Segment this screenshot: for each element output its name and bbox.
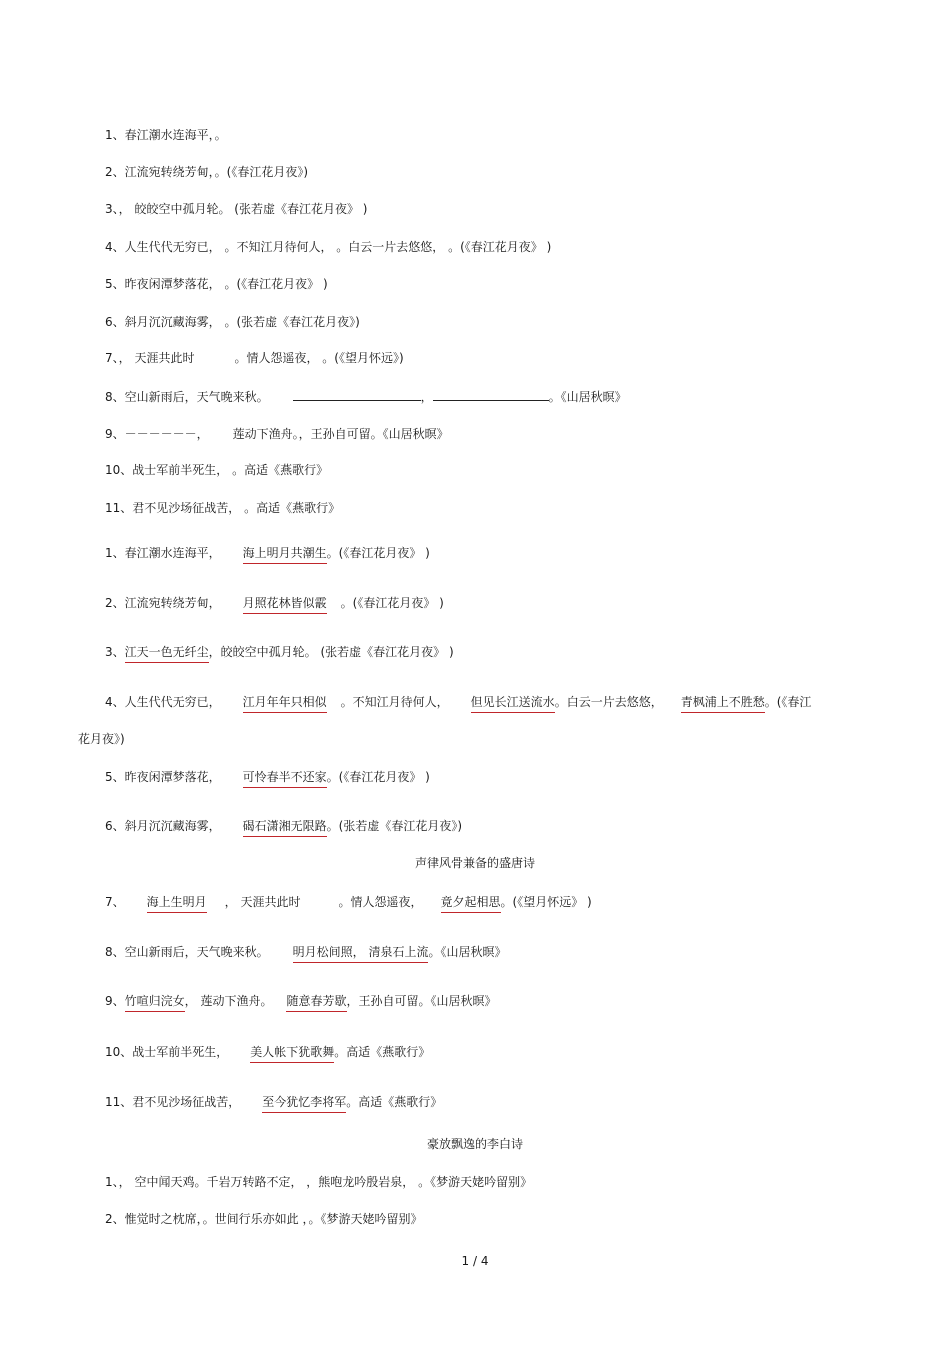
answer-fill: 江月年年只相似 — [243, 694, 327, 713]
question-5: 5、昨夜闲潭梦落花， 。(《春江花月夜》 ) — [105, 277, 328, 291]
question-3: 3、， 皎皎空中孤月轮。 (张若虚《春江花月夜》 ) — [105, 202, 368, 216]
answer-fill: 至今犹忆李将军 — [262, 1094, 346, 1113]
answer-4-continued: 花月夜》) — [78, 732, 125, 746]
answer-fill: 青枫浦上不胜愁 — [681, 694, 765, 713]
answer-fill: 江天一色无纤尘 — [125, 644, 209, 663]
answer-8: 8、空山新雨后，天气晚来秋。 明月松间照， 清泉石上流。《山居秋暝》 — [105, 944, 506, 963]
answer-10: 10、战士军前半死生， 美人帐下犹歌舞。高适《燕歌行》 — [105, 1044, 430, 1063]
answer-9: 9、竹喧归浣女， 莲动下渔舟。 随意春芳歇，王孙自可留。《山居秋暝》 — [105, 993, 497, 1012]
answer-fill: 但见长江送流水 — [471, 694, 555, 713]
libai-question-2: 2、惟觉时之枕席，。世间行乐亦如此 ，。《梦游天姥吟留别》 — [105, 1212, 423, 1226]
question-10: 10、战士军前半死生， 。高适《燕歌行》 — [105, 463, 329, 477]
answer-11: 11、君不见沙场征战苦， 至今犹忆李将军。高适《燕歌行》 — [105, 1094, 442, 1113]
question-7: 7、， 天涯共此时 。情人怨遥夜， 。(《望月怀远》) — [105, 351, 404, 365]
answer-fill: 可怜春半不还家 — [243, 769, 327, 788]
answer-4: 4、人生代代无穷已， 江月年年只相似 。不知江月待何人， 但见长江送流水。白云一片去悠悠， 青枫浦上不胜愁。(《春江 — [105, 694, 811, 713]
section-heading-libai: 豪放飘逸的李白诗 — [426, 1137, 523, 1151]
answer-fill: 海上生明月 — [147, 894, 207, 913]
answer-fill: 竟夕起相思 — [441, 894, 501, 913]
answer-fill: 美人帐下犹歌舞 — [250, 1044, 334, 1063]
section-heading-tang: 声律风骨兼备的盛唐诗 — [414, 856, 535, 870]
answer-1: 1、春江潮水连海平， 海上明月共潮生。(《春江花月夜》 ) — [105, 545, 430, 564]
answer-fill: 竹喧归浣女 — [125, 993, 185, 1012]
answer-5: 5、昨夜闲潭梦落花， 可怜春半不还家。(《春江花月夜》 ) — [105, 769, 430, 788]
answer-fill: 随意春芳歇 — [286, 993, 346, 1012]
page-number: 1 / 4 — [461, 1254, 489, 1268]
question-6: 6、斜月沉沉藏海雾， 。(张若虚《春江花月夜》) — [105, 315, 360, 329]
question-8: 8、空山新雨后，天气晚来秋。 ， 。《山居秋暝》 — [105, 390, 627, 404]
answer-fill: 月照花林皆似霰 — [243, 595, 327, 614]
answer-fill: 明月松间照， 清泉石上流 — [293, 944, 429, 963]
answer-2: 2、江流宛转绕芳甸， 月照花林皆似霰 。(《春江花月夜》 ) — [105, 595, 444, 614]
question-9: 9、－－－－－－， 莲动下渔舟。，王孙自可留。《山居秋暝》 — [105, 427, 449, 441]
answer-fill: 碣石潇湘无限路 — [243, 818, 327, 837]
question-4: 4、人生代代无穷已， 。不知江月待何人， 。白云一片去悠悠， 。(《春江花月夜》 ) — [105, 240, 552, 254]
answer-7: 7、 海上生明月 ， 天涯共此时 。情人怨遥夜， 竟夕起相思。(《望月怀远》 ) — [105, 894, 592, 913]
question-1: 1、春江潮水连海平，。 — [105, 128, 227, 142]
question-2: 2、江流宛转绕芳甸，。(《春江花月夜》) — [105, 165, 308, 179]
libai-question-1: 1、， 空中闻天鸡。千岩万转路不定， ，熊咆龙吟殷岩泉， 。《梦游天姥吟留别》 — [105, 1175, 533, 1189]
answer-6: 6、斜月沉沉藏海雾， 碣石潇湘无限路。(张若虚《春江花月夜》) — [105, 818, 462, 837]
answer-fill: 海上明月共潮生 — [243, 545, 327, 564]
question-11: 11、君不见沙场征战苦， 。高适《燕歌行》 — [105, 501, 341, 515]
answer-3: 3、江天一色无纤尘，皎皎空中孤月轮。 (张若虚《春江花月夜》 ) — [105, 644, 454, 663]
